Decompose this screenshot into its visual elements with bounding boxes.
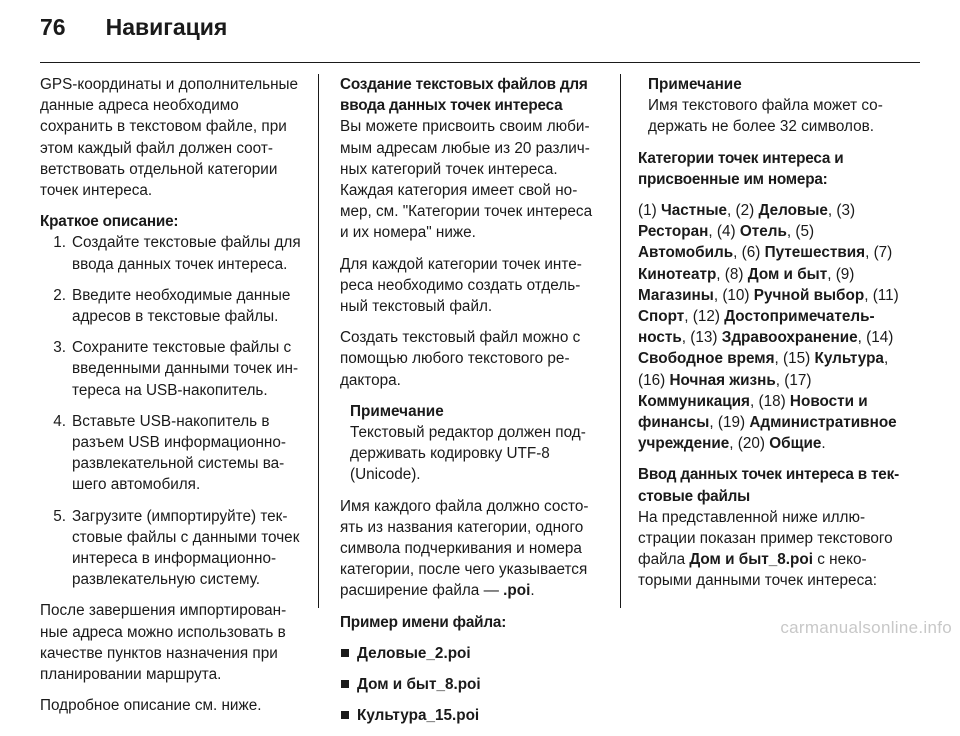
list-item: 2. Введите необходимые данные адресов в текстовые файлы. (53, 286, 291, 326)
category-name: Деловые (758, 202, 828, 220)
page-header (40, 14, 227, 54)
example-file-name: Дом и быт_8.poi (689, 551, 813, 569)
category-number: (19) (717, 414, 746, 432)
filename-length-note (638, 74, 904, 138)
column-2 (340, 74, 602, 736)
list-item: 5. Загрузите (импортируйте) текстовые файлы с данными точек интереса в информационно-развлекательную систему. (53, 507, 300, 589)
separate-file-paragraph: Для каждой категории точек интереса необходимо создать отдельный текстовый файл. (340, 255, 582, 316)
category-number: (11) (872, 286, 899, 304)
category-name: Ручной выбор (753, 286, 865, 304)
category-name: Свободное время (638, 350, 775, 368)
category-name: Путешествия (764, 244, 866, 262)
category-name: Частные (660, 202, 728, 220)
encoding-note (340, 401, 602, 486)
header-rule (40, 62, 920, 63)
list-item: Дом и быт_8.poi (340, 674, 602, 695)
details-paragraph: Подробное описание см. ниже. (40, 697, 262, 715)
list-item: 1. Создайте текстовые файлы для ввода данных точек интереса. (53, 234, 301, 273)
input-heading: Ввод данных точек интереса в текстовые файлы (638, 466, 900, 505)
category-number: (3) (836, 202, 856, 220)
category-number: (10) (722, 286, 750, 304)
categories-list: (1) Частные, (2) Деловые, (3) Ресторан, (4) Отель, (5) Автомобиль, (6) Путешествия, (7) Кинотеатр, (8) Дом и быт, (9) Магазины, (10) Ручной выбор, (11) Спорт, (12) Достопримечательность, (13) Здравоохранение, (14) Свободное время, (15) Культура, (16) Ночная жизнь, (17) Коммуникация, (18) Новости и финансы, (19) Административное учреждение, (20) Общие. (638, 202, 899, 453)
category-name: Достопримечательность (638, 308, 875, 347)
page-number: 76 (40, 14, 66, 40)
watermark: carmanualsonline.info (780, 618, 952, 637)
list-item: Культура_15.poi (340, 705, 602, 726)
note-title: Примечание (648, 76, 742, 93)
category-number: (9) (835, 265, 855, 283)
list-item: 3. Сохраните текстовые файлы с введенными данными точек интереса на USB-накопитель. (53, 339, 299, 399)
bullet-square-icon (341, 711, 349, 719)
note-title: Примечание (350, 402, 444, 420)
intro-paragraph: GPS-координаты и дополнительные данные адреса необходимо сохранить в текстовом файле, при этом каждый файл должен соответствовать отдельной категории точек интереса. (40, 76, 299, 200)
example-heading: Пример имени файла: (340, 613, 507, 631)
bullet-square-icon (341, 680, 349, 688)
category-name: Отель (739, 223, 787, 241)
category-name: Магазины (638, 286, 714, 304)
input-paragraph: На представленной ниже иллюстрации показан пример текстового файла Дом и быт_8.poi с некоторыми данными точек интереса: (638, 508, 893, 590)
category-number: (20) (737, 435, 765, 453)
category-name: Здравоохранение (721, 329, 858, 347)
create-files-heading: Создание текстовых файлов для ввода данных точек интереса (340, 76, 588, 115)
category-number: (6) (741, 244, 761, 262)
category-number: (4) (716, 223, 736, 241)
category-number: (13) (690, 329, 718, 347)
steps-list (40, 232, 302, 590)
after-import-paragraph: После завершения импортированные адреса можно использовать в качестве пунктов назначения при планировании маршрута. (40, 602, 287, 684)
category-name: Ресторан (638, 223, 709, 241)
category-name: Дом и быт (747, 265, 828, 283)
file-extension: .poi (503, 582, 531, 600)
category-name: Автомобиль (638, 244, 734, 262)
category-name: Коммуникация (638, 392, 750, 410)
category-name: Административное учреждение (638, 414, 897, 453)
category-number: (5) (795, 223, 815, 241)
category-number: (18) (758, 392, 786, 410)
categories-heading: Категории точек интереса и присвоенные им номера: (638, 149, 844, 188)
category-number: (8) (724, 265, 744, 283)
category-number: (2) (735, 202, 755, 220)
category-name: Спорт (638, 308, 685, 326)
category-number: (7) (873, 244, 893, 262)
category-number: (1) (638, 202, 657, 220)
list-item: Деловые_2.poi (340, 643, 602, 664)
category-name: Культура (814, 350, 884, 368)
summary-heading: Краткое описание: (40, 213, 179, 231)
column-divider-1 (318, 74, 319, 608)
category-name: Общие (769, 435, 822, 453)
category-number: (14) (866, 329, 894, 347)
column-3 (638, 74, 904, 602)
note-text: Имя текстового файла может содержать не более 32 символов. (648, 97, 883, 136)
categories-paragraph: Вы можете присвоить своим любимым адресам любые из 20 различных категорий точек интереса. Каждая категория имеет свой номер, см. "Категории точек интереса и их номера" ниже. (340, 118, 593, 242)
category-name: Кинотеатр (638, 265, 717, 283)
category-name: Новости и финансы (638, 392, 868, 432)
column-1 (40, 74, 302, 726)
filename-paragraph: Имя каждого файла должно состоять из названия категории, одного символа подчеркивания и номера категории, после чего указывается расширение файла — .poi. (340, 497, 589, 600)
bullet-square-icon (341, 649, 349, 657)
editor-paragraph: Создать текстовый файл можно с помощью любого текстового редактора. (340, 329, 581, 389)
category-number: (12) (692, 308, 720, 326)
list-item: 4. Вставьте USB-накопитель в разъем USB информационно-развлекательной системы вашего автомобиля. (53, 412, 286, 494)
category-name: Ночная жизнь (669, 371, 776, 389)
category-number: (16) (638, 371, 666, 389)
examples-list (340, 643, 602, 727)
category-number: (15) (783, 350, 811, 368)
column-divider-2 (620, 74, 621, 608)
section-title: Навигация (105, 14, 228, 40)
note-text: Текстовый редактор должен поддерживать кодировку UTF-8 (Unicode). (350, 424, 586, 484)
category-number: (17) (784, 371, 812, 389)
